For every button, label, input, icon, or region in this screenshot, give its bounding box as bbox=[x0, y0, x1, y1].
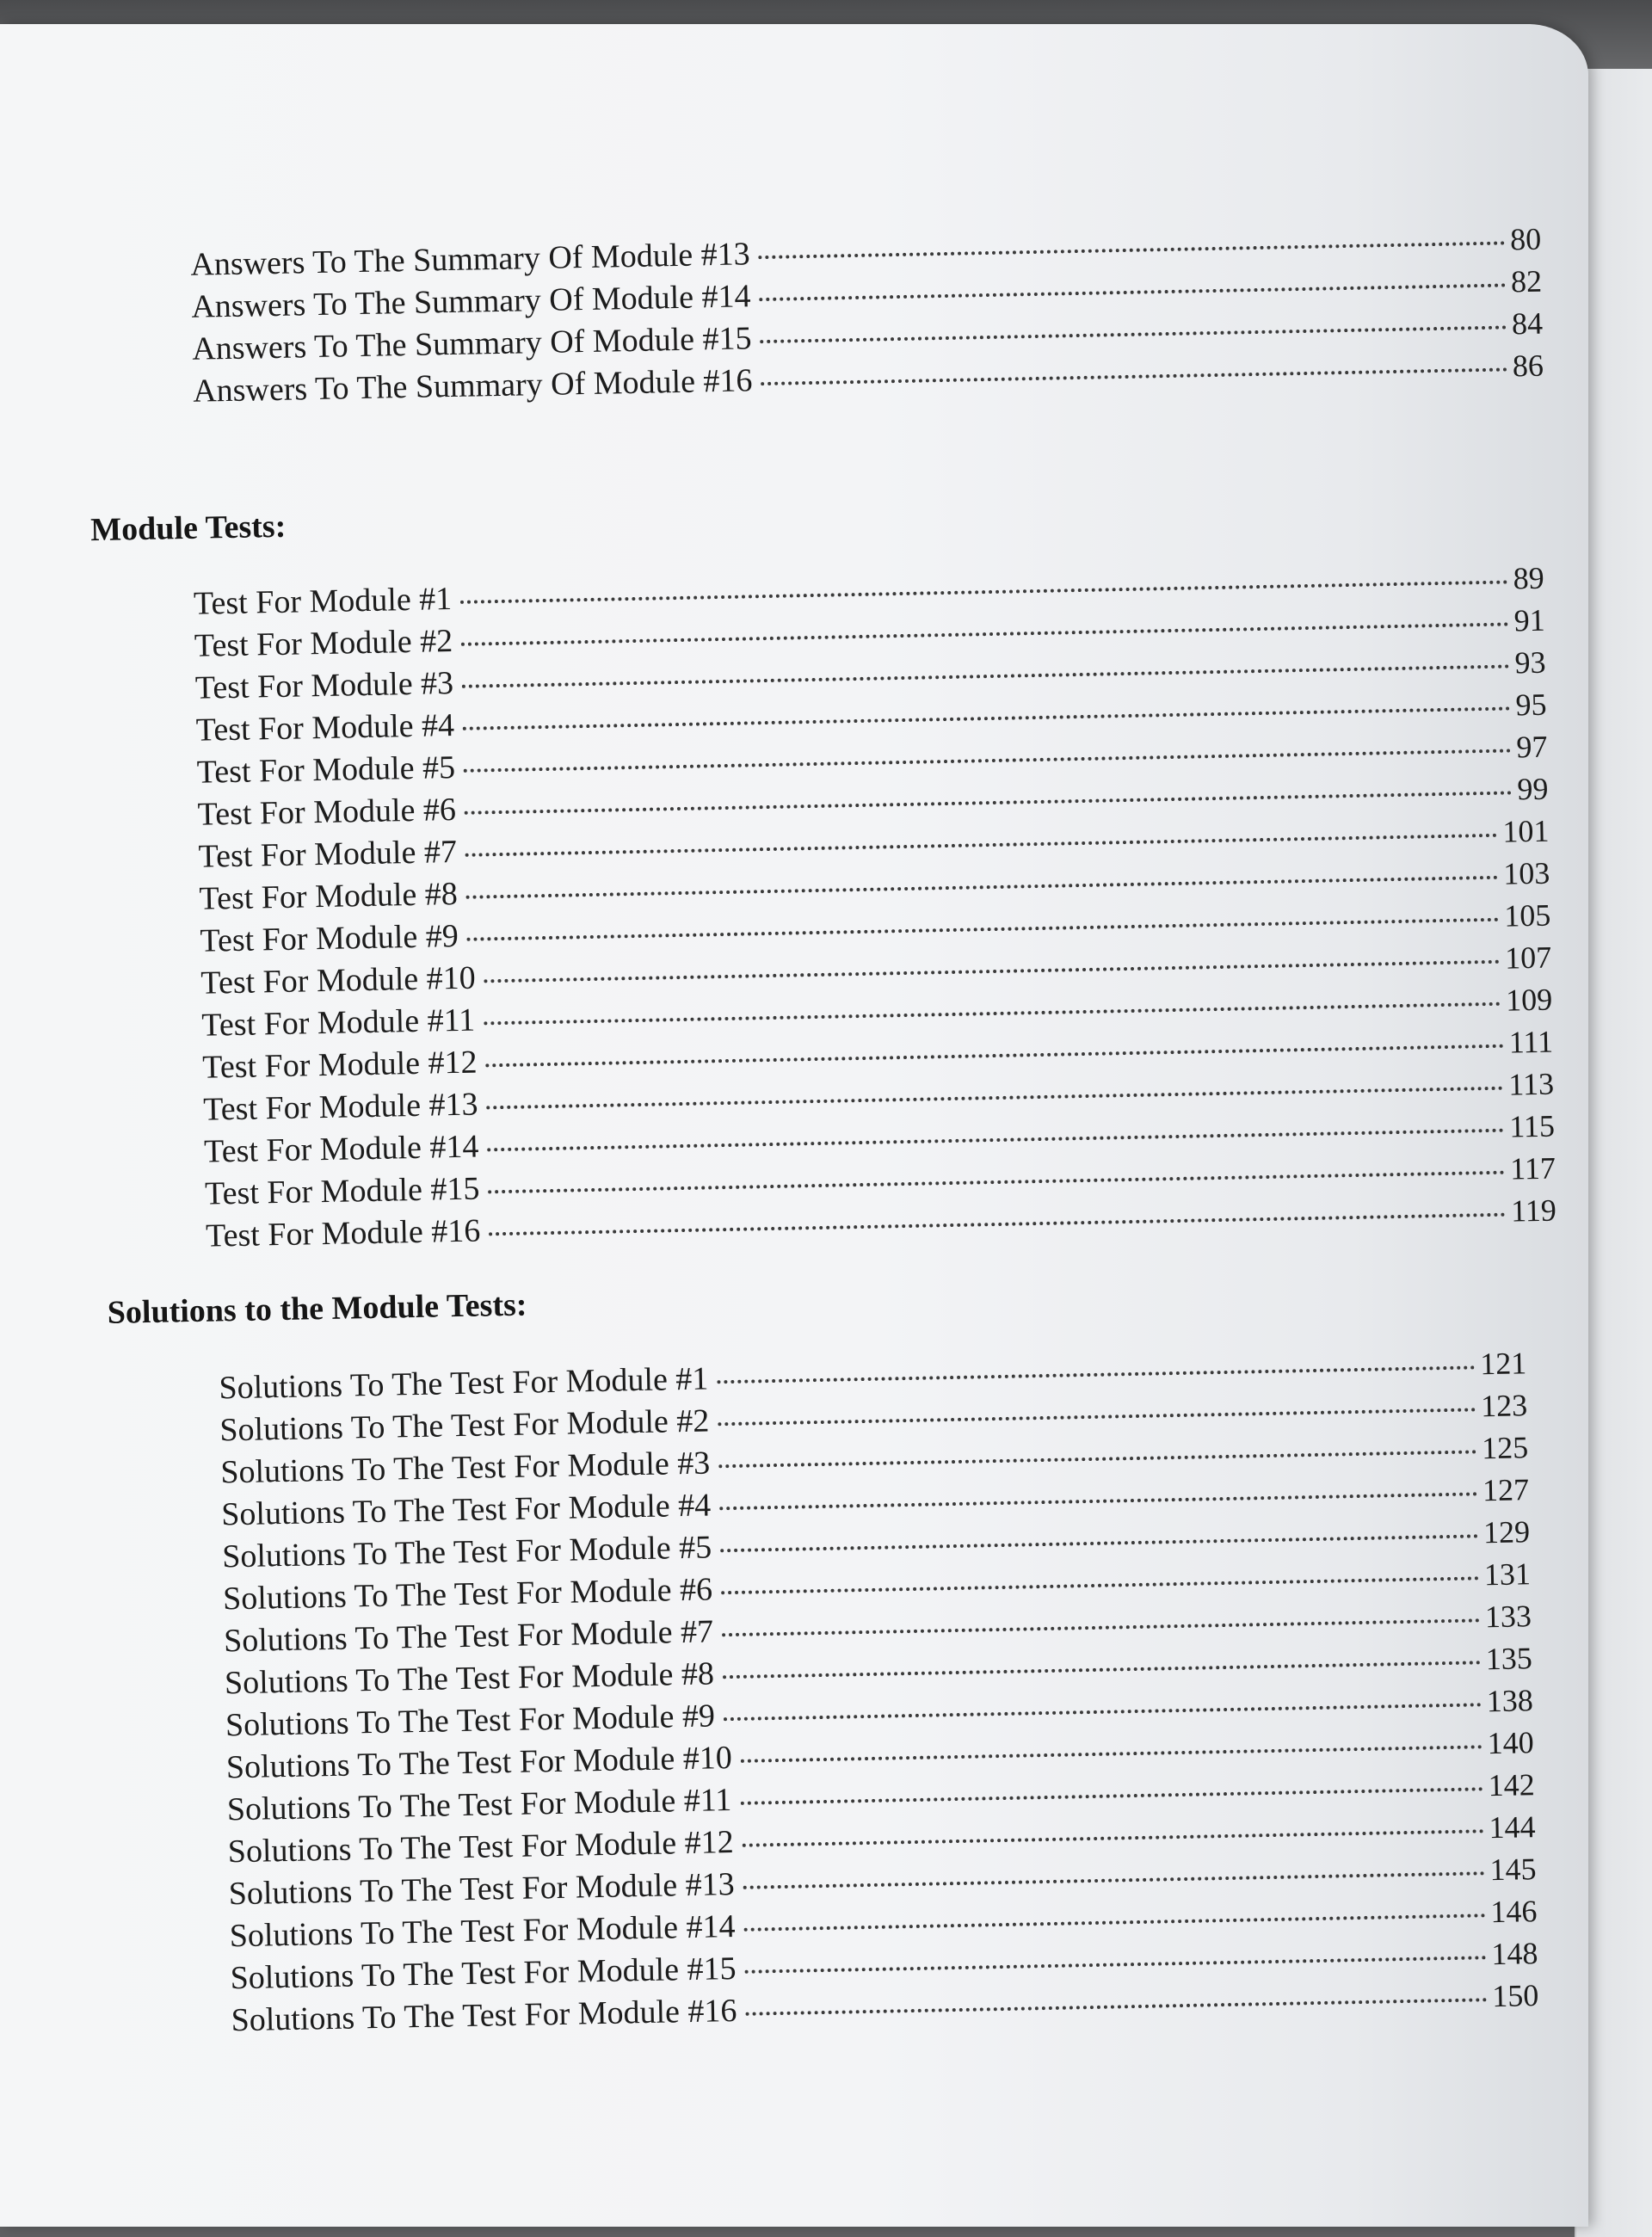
toc-entry-title: Solutions To The Test For Module #1 bbox=[219, 1360, 709, 1407]
toc-entry-page-number: 127 bbox=[1482, 1472, 1530, 1508]
toc-entry-title: Solutions To The Test For Module #15 bbox=[230, 1950, 737, 1997]
toc-entry-page-number: 82 bbox=[1510, 263, 1543, 299]
toc-entry-page-number: 113 bbox=[1507, 1066, 1555, 1102]
dot-leader bbox=[718, 1450, 1476, 1468]
toc-entry-title: Solutions To The Test For Module #3 bbox=[219, 1445, 711, 1491]
toc-entry-title: Test For Module #7 bbox=[198, 833, 458, 875]
toc-entry-page-number: 145 bbox=[1489, 1852, 1537, 1888]
toc-entry-title: Test For Module #13 bbox=[202, 1086, 478, 1128]
dot-leader bbox=[759, 241, 1506, 259]
toc-entry-title: Test For Module #9 bbox=[200, 917, 459, 959]
toc-entry-title: Solutions To The Test For Module #5 bbox=[221, 1529, 712, 1575]
toc-entry-page-number: 150 bbox=[1491, 1978, 1539, 2014]
toc-entry-title: Test For Module #15 bbox=[204, 1170, 480, 1212]
toc-entry-title: Solutions To The Test For Module #2 bbox=[219, 1402, 710, 1449]
toc-entry-page-number: 101 bbox=[1501, 813, 1550, 849]
dot-leader bbox=[460, 580, 1508, 603]
dot-leader bbox=[487, 1129, 1504, 1152]
dot-leader bbox=[488, 1171, 1505, 1194]
toc-entry-page-number: 111 bbox=[1508, 1024, 1554, 1060]
toc-entry-title: Solutions To The Test For Module #13 bbox=[228, 1866, 736, 1913]
toc-entry-title: Answers To The Summary Of Module #16 bbox=[192, 362, 753, 410]
toc-entry-page-number: 138 bbox=[1486, 1683, 1534, 1719]
toc-entry-page-number: 95 bbox=[1515, 687, 1547, 723]
toc-entry-page-number: 89 bbox=[1513, 560, 1545, 596]
dot-leader bbox=[761, 325, 1507, 343]
toc-entry-title: Test For Module #10 bbox=[200, 959, 477, 1001]
toc-entry-title: Test For Module #8 bbox=[199, 875, 459, 917]
dot-leader bbox=[719, 1492, 1477, 1510]
document-page bbox=[0, 24, 1588, 2227]
toc-entry-title: Answers To The Summary Of Module #14 bbox=[190, 278, 751, 325]
toc-entry-page-number: 105 bbox=[1503, 897, 1551, 934]
dot-leader bbox=[744, 1913, 1486, 1932]
toc-entry-page-number: 121 bbox=[1479, 1346, 1527, 1382]
dot-leader bbox=[743, 1829, 1484, 1847]
dot-leader bbox=[723, 1661, 1481, 1679]
toc-entry-page-number: 91 bbox=[1513, 602, 1546, 638]
toc-entry-title: Test For Module #12 bbox=[201, 1044, 478, 1086]
dot-leader bbox=[462, 664, 1510, 687]
dot-leader bbox=[467, 918, 1500, 941]
dot-leader bbox=[465, 791, 1513, 814]
toc-entry-page-number: 146 bbox=[1490, 1894, 1538, 1930]
module-tests-list bbox=[194, 559, 1557, 1260]
dot-leader bbox=[741, 1745, 1482, 1763]
dot-leader bbox=[463, 706, 1511, 730]
dot-leader bbox=[489, 1213, 1506, 1236]
solutions-heading: Solutions to the Module Tests: bbox=[107, 1286, 527, 1331]
solutions-list bbox=[219, 1344, 1539, 2043]
toc-entry-title: Answers To The Summary Of Module #15 bbox=[191, 320, 752, 367]
dot-leader bbox=[745, 1956, 1487, 1974]
toc-entry-page-number: 103 bbox=[1502, 855, 1550, 891]
dot-leader bbox=[461, 622, 1509, 645]
dot-leader bbox=[745, 1998, 1487, 2016]
toc-entry-page-number: 115 bbox=[1508, 1108, 1556, 1144]
dot-leader bbox=[484, 1002, 1501, 1026]
dot-leader bbox=[465, 834, 1498, 857]
toc-entry-title: Test For Module #6 bbox=[197, 791, 457, 833]
toc-entry-page-number: 93 bbox=[1514, 644, 1546, 681]
toc-entry-title: Answers To The Summary Of Module #13 bbox=[190, 236, 751, 283]
dot-leader bbox=[740, 1787, 1482, 1805]
toc-entry-title: Test For Module #16 bbox=[205, 1212, 481, 1254]
toc-entry-page-number: 97 bbox=[1516, 729, 1548, 765]
toc-entry-title: Solutions To The Test For Module #8 bbox=[224, 1655, 715, 1702]
toc-entry-title: Test For Module #1 bbox=[193, 581, 453, 622]
dot-leader bbox=[487, 1087, 1504, 1110]
toc-entry-page-number: 109 bbox=[1505, 982, 1553, 1018]
toc-entry-page-number: 133 bbox=[1484, 1599, 1532, 1635]
toc-entry-page-number: 142 bbox=[1488, 1767, 1535, 1803]
toc-entry-page-number: 123 bbox=[1480, 1388, 1528, 1424]
dot-leader bbox=[722, 1618, 1480, 1636]
toc-entry-title: Test For Module #14 bbox=[203, 1128, 479, 1170]
dot-leader bbox=[484, 960, 1501, 983]
toc-entry-title: Test For Module #4 bbox=[195, 707, 455, 749]
toc-entry-page-number: 80 bbox=[1509, 221, 1542, 257]
dot-leader bbox=[464, 749, 1512, 772]
toc-entry-page-number: 107 bbox=[1504, 940, 1552, 976]
toc-entry-title: Solutions To The Test For Module #9 bbox=[225, 1698, 716, 1744]
toc-entry-page-number: 140 bbox=[1487, 1725, 1535, 1761]
toc-entry-page-number: 135 bbox=[1485, 1641, 1533, 1677]
dot-leader bbox=[466, 876, 1499, 899]
toc-entry-title: Test For Module #5 bbox=[196, 749, 456, 791]
toc-entry-page-number: 144 bbox=[1489, 1809, 1536, 1846]
dot-leader bbox=[720, 1534, 1478, 1552]
dot-leader bbox=[718, 1408, 1476, 1426]
toc-entry-title: Test For Module #3 bbox=[194, 665, 454, 706]
toc-entry-title: Solutions To The Test For Module #16 bbox=[231, 1992, 737, 2039]
dot-leader bbox=[724, 1703, 1482, 1721]
toc-entry-page-number: 86 bbox=[1512, 348, 1544, 384]
toc-entry-page-number: 99 bbox=[1517, 771, 1549, 807]
dot-leader bbox=[486, 1045, 1504, 1068]
toc-entry-page-number: 119 bbox=[1510, 1192, 1557, 1229]
dot-leader bbox=[717, 1365, 1475, 1383]
answers-list bbox=[190, 220, 1544, 415]
dot-leader bbox=[721, 1576, 1479, 1594]
toc-entry-title: Solutions To The Test For Module #7 bbox=[223, 1613, 714, 1660]
dot-leader bbox=[761, 367, 1507, 385]
toc-entry-page-number: 84 bbox=[1511, 305, 1544, 342]
module-tests-heading: Module Tests: bbox=[89, 508, 287, 549]
toc-entry-title: Solutions To The Test For Module #10 bbox=[225, 1740, 733, 1786]
toc-entry-page-number: 125 bbox=[1481, 1430, 1529, 1466]
toc-entry-title: Test For Module #2 bbox=[194, 623, 453, 664]
toc-entry-page-number: 129 bbox=[1482, 1514, 1531, 1550]
toc-entry-page-number: 117 bbox=[1509, 1150, 1556, 1186]
toc-entry-title: Solutions To The Test For Module #11 bbox=[226, 1782, 732, 1828]
toc-entry-title: Test For Module #11 bbox=[200, 1001, 476, 1044]
dot-leader bbox=[760, 283, 1507, 301]
dot-leader bbox=[743, 1871, 1485, 1889]
toc-entry-page-number: 148 bbox=[1490, 1936, 1538, 1972]
toc-entry-title: Solutions To The Test For Module #4 bbox=[220, 1487, 712, 1533]
toc-entry-page-number: 131 bbox=[1483, 1556, 1532, 1593]
toc-entry-title: Solutions To The Test For Module #12 bbox=[227, 1824, 735, 1870]
toc-entry-title: Solutions To The Test For Module #14 bbox=[229, 1908, 736, 1955]
toc-entry-title: Solutions To The Test For Module #6 bbox=[222, 1571, 713, 1618]
